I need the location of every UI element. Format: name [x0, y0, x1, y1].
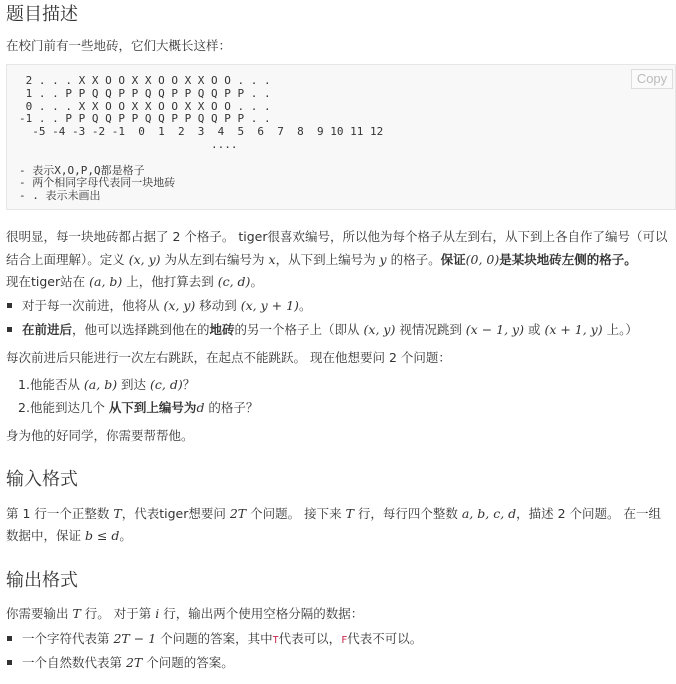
text-span: 。 [250, 274, 263, 289]
math-i: i [155, 606, 160, 621]
code-line: 2 . . . X X O O X X O O X X O O . . . [19, 74, 271, 87]
text-span: 对于每一次前进，他将从 [22, 298, 164, 313]
text-span: 为从左到右编号为 [160, 252, 269, 267]
code-line: - 两个相同字母代表同一块地砖 [19, 176, 176, 190]
paragraph-2: 每次前进后只能进行一次左右跳跃，在起点不能跳跃。 现在他想要问 2 个问题： [6, 350, 451, 365]
math-T: T [72, 606, 81, 621]
math-xy: (x, y) [363, 322, 396, 337]
text-span: 行。 对于第 [80, 606, 156, 621]
text-span: 代表不可以。 [347, 631, 423, 646]
text-span: 代表可以， [278, 631, 342, 646]
math-x-plus: (x + 1, y) [544, 322, 603, 337]
math-ab: (a, b) [89, 274, 123, 289]
code-line: -1 . . P P Q Q P P Q Q P P Q Q P P . . [19, 112, 271, 126]
text-span: 一个字符代表第 [22, 631, 114, 646]
math-cd: (c, d) [150, 377, 183, 392]
code-F: F [341, 635, 348, 646]
input-line-2 [6, 526, 132, 544]
text-span: 上，他打算去到 [122, 274, 218, 289]
intro-text: 在校门前有一些地砖，它们大概长这样： [6, 38, 232, 53]
bullet-item-1 [22, 296, 311, 314]
code-T: T [272, 635, 279, 646]
bold-text: 从下到上编号为 [108, 400, 197, 415]
code-content [19, 75, 383, 203]
text-span: 的另一个格子上（即从 [234, 322, 364, 337]
section-title-description: 题目描述 [6, 4, 78, 25]
output-bullet-1 [22, 629, 422, 647]
section-title-output: 输出格式 [6, 570, 78, 591]
text-span: 行，输出两个使用空格分隔的数据： [159, 606, 364, 621]
bullet-icon [7, 303, 12, 308]
text-span: 结合上面理解）。定义 [6, 252, 129, 267]
output-bullet-2 [22, 653, 234, 671]
bold-text: 保证 [440, 252, 466, 267]
math-xy1: (x, y + 1) [240, 298, 299, 313]
bold-text: 地砖 [209, 322, 235, 337]
text-span: 第 1 行一个正整数 [6, 506, 114, 521]
code-line: 0 . . . X X O O X X O O X X O O . . . [19, 99, 271, 113]
section-title-input: 输入格式 [6, 469, 78, 490]
text-span: ？ [182, 377, 196, 392]
text-span: 行，每行四个整数 [353, 506, 462, 521]
bullet-item-2 [22, 320, 638, 338]
paragraph-1a: 很明显，每一块地砖都占据了 2 个格子。 tiger很喜欢编号，所以他为每个格子从左到右，从下到上各自作了编号（可以 [6, 229, 668, 244]
paragraph-1b [6, 250, 637, 268]
text-span: 视情况跳到 [395, 322, 466, 337]
math-x-minus: (x − 1, y) [465, 322, 524, 337]
text-span: 的格子。 [386, 252, 441, 267]
math-ab: (a, b) [83, 377, 118, 392]
code-block [6, 64, 676, 210]
text-span: 到达 [117, 377, 151, 392]
list-number: 1. [18, 377, 30, 392]
math-2T: 2T [229, 506, 247, 521]
bold-text: 在前进后 [22, 322, 73, 337]
math-xy: (x, y) [128, 252, 161, 267]
text-span: 。 [119, 528, 132, 543]
text-span: 个问题。 接下来 [246, 506, 346, 521]
text-span: 或 [523, 322, 545, 337]
text-span: 个问题的答案，其中 [156, 631, 273, 646]
text-span: ，代表tiger想要问 [121, 506, 230, 521]
list-number: 2. [18, 400, 30, 415]
question-1 [18, 375, 195, 393]
text-span: 的格子？ [204, 400, 259, 415]
text-span: 他能否从 [29, 377, 84, 392]
text-span: 你需要输出 [6, 606, 73, 621]
code-line: -5 -4 -3 -2 -1 0 1 2 3 4 5 6 7 8 9 10 11 12 [19, 125, 384, 139]
math-T: T [345, 506, 354, 521]
math-2T: 2T [125, 655, 143, 670]
bullet-icon [7, 327, 12, 332]
text-span: ，他可以选择跳到他在的 [72, 322, 210, 337]
code-line: - 表示X,O,P,Q都是格子 [19, 163, 145, 177]
text-span: 一个自然数代表第 [22, 655, 126, 670]
text-span: 现在tiger站在 [6, 274, 90, 289]
math-origin: (0, 0) [465, 252, 500, 267]
math-d: d [196, 400, 205, 415]
text-span: ，从下到上编号为 [275, 252, 380, 267]
math-y: y [379, 252, 387, 267]
text-span: ，描述 2 个问题。 在一组 [516, 506, 662, 521]
copy-button[interactable]: Copy [631, 69, 673, 89]
math-T: T [113, 506, 122, 521]
text-span: 移动到 [195, 298, 241, 313]
bullet-icon [7, 660, 12, 665]
paragraph-3: 身为他的好同学，你需要帮帮他。 [6, 428, 194, 443]
question-2 [18, 398, 258, 416]
text-span: 他能到达几个 [29, 400, 109, 415]
math-2T-1: 2T − 1 [113, 631, 157, 646]
text-span: 上。） [602, 322, 638, 337]
code-line: - . 表示未画出 [19, 189, 101, 203]
bullet-icon [7, 636, 12, 641]
math-b-le-d: b ≤ d [84, 528, 120, 543]
paragraph-1c [6, 272, 263, 290]
input-line-1 [6, 504, 661, 522]
text-span: 个问题的答案。 [142, 655, 234, 670]
text-span: 。 [298, 298, 312, 313]
code-line: 1 . . P P Q Q P P Q Q P P Q Q P P . . [19, 86, 271, 100]
math-x: x [268, 252, 276, 267]
math-abcd: a, b, c, d [461, 506, 517, 521]
math-cd: (c, d) [217, 274, 251, 289]
output-line-1 [6, 604, 363, 622]
bold-text: 是某块地砖左侧的格子。 [499, 252, 637, 267]
text-span: 数据中，保证 [6, 528, 85, 543]
code-line: .... [19, 137, 238, 151]
math-xy: (x, y) [163, 298, 196, 313]
